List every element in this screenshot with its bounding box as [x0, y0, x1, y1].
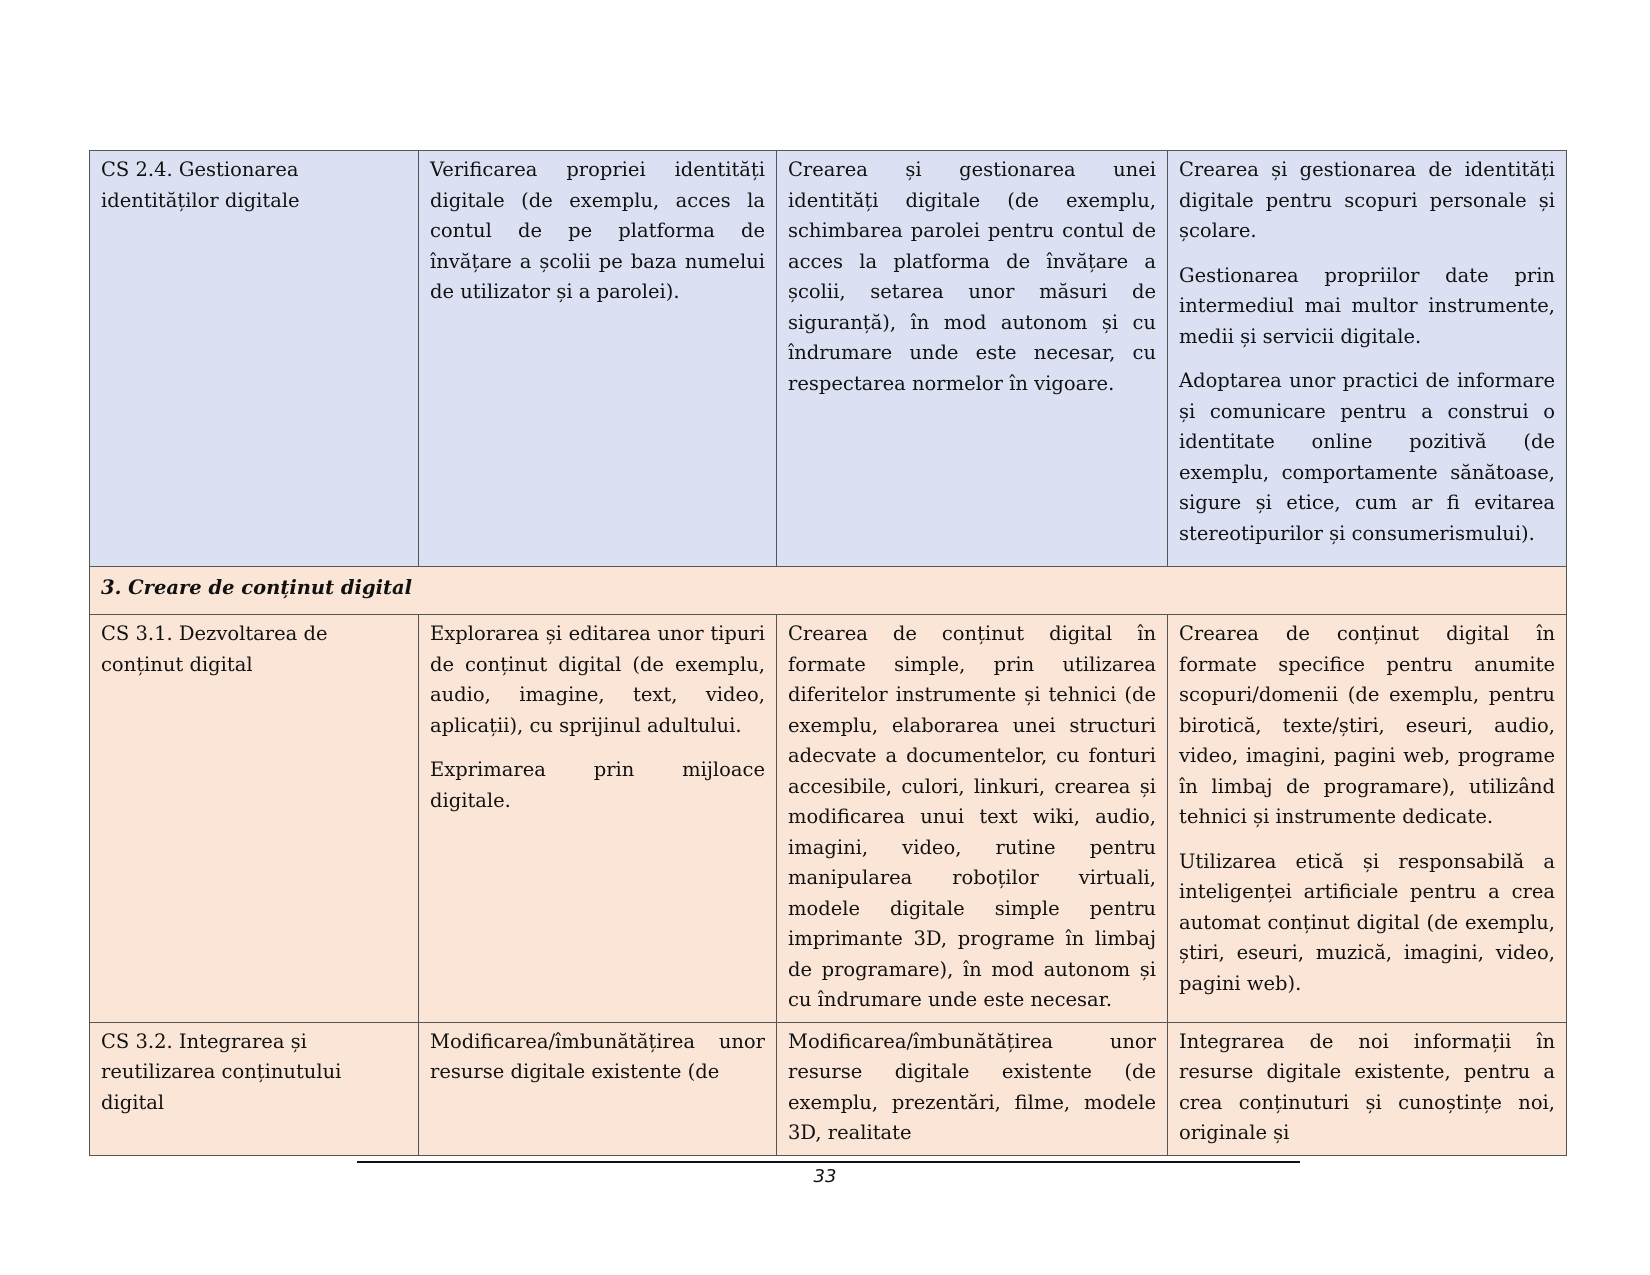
competence-label: CS 2.4. Gestionarea identităților digitale — [101, 158, 300, 212]
level-2-paragraph: Crearea de conținut digital în formate simple, prin utilizarea diferitelor instrumente și tehnici (de exemplu, elaborarea unei structuri adecvate a documentelor, cu fonturi accesibile, culori, linkuri, crearea și modificarea unui text wiki, audio, imagini, video, rutine pentru manipularea roboților virtuali, modele digitale simple pentru imprimante 3D, programe în limbaj de programare), în mod autonom și cu îndrumare unde este necesar. — [788, 622, 1156, 1011]
competence-label: CS 3.1. Dezvoltarea de conținut digital — [101, 622, 328, 676]
page-number: 33 — [813, 1166, 837, 1187]
section-heading-cell — [90, 567, 1567, 615]
level-1-cell — [419, 1022, 777, 1155]
level-3-cell — [1168, 1022, 1567, 1155]
level-2-cell — [777, 1022, 1168, 1155]
competences-table — [89, 150, 1567, 1156]
level-3-cell — [1168, 151, 1567, 567]
competence-label-cell — [90, 615, 419, 1023]
level-3-paragraph: Crearea de conținut digital în formate specifice pentru anumite scopuri/domenii (de exemplu, pentru birotică, texte/știri, eseuri, audio, video, imagini, pagini web, programe în limbaj de programare), utilizând tehnici și instrumente dedicate. — [1179, 622, 1555, 828]
level-2-paragraph: Crearea și gestionarea unei identități digitale (de exemplu, schimbarea parolei pentru contul de acces la platforma de învățare a școlii, setarea unor măsuri de siguranță), în mod autonom și cu îndrumare unde este necesar, cu respectarea normelor în vigoare. — [788, 158, 1156, 395]
level-1-cell — [419, 151, 777, 567]
level-3-paragraph: Adoptarea unor practici de informare și comunicare pentru a construi o identitate online pozitivă (de exemplu, comportamente sănătoase, sigure și etice, cum ar fi evitarea stereotipurilor și consumerismului). — [1179, 369, 1555, 545]
level-3-paragraph: Integrarea de noi informații în resurse digitale existente, pentru a crea conținuturi și cunoștințe noi, originale și — [1179, 1029, 1555, 1144]
level-3-cell — [1168, 615, 1567, 1023]
competence-label-cell — [90, 1022, 419, 1155]
level-1-paragraph: Modificarea/îmbunătățirea unor resurse digitale existente (de — [430, 1029, 765, 1083]
table-row-cs-3-2 — [90, 1022, 1567, 1155]
level-1-cell — [419, 615, 777, 1023]
section-3-heading-row — [90, 567, 1567, 615]
level-1-paragraph: Verificarea propriei identități digitale (de exemplu, acces la contul de pe platforma de învățare a școlii pe baza numelui de utilizator și a parolei). — [430, 158, 765, 303]
footer-divider — [357, 1161, 1300, 1163]
level-2-cell — [777, 151, 1168, 567]
competence-label-cell — [90, 151, 419, 567]
level-3-paragraph: Utilizarea etică și responsabilă a inteligenței artificiale pentru a crea automat conținut digital (de exemplu, știri, eseuri, muzică, imagini, video, pagini web). — [1179, 849, 1555, 995]
section-heading: 3. Creare de conținut digital — [101, 576, 413, 599]
level-3-paragraph: Gestionarea propriilor date prin intermediul mai multor instrumente, medii și servicii digitale. — [1179, 263, 1555, 348]
competence-label: CS 3.2. Integrarea și reutilizarea conținutului digital — [101, 1029, 342, 1114]
level-2-paragraph: Modificarea/îmbunătățirea unor resurse digitale existente (de exemplu, prezentări, filme, modele 3D, realitate — [788, 1029, 1156, 1144]
level-2-cell — [777, 615, 1168, 1023]
level-1-paragraph: Explorarea și editarea unor tipuri de conținut digital (de exemplu, audio, imagine, text, video, aplicații), cu sprijinul adultului. — [430, 622, 765, 737]
table-row-cs-3-1 — [90, 615, 1567, 1023]
level-1-paragraph: Exprimarea prin mijloace digitale. — [430, 758, 765, 812]
table-row-cs-2-4 — [90, 151, 1567, 567]
level-3-paragraph: Crearea și gestionarea de identități digitale pentru scopuri personale și școlare. — [1179, 158, 1555, 242]
